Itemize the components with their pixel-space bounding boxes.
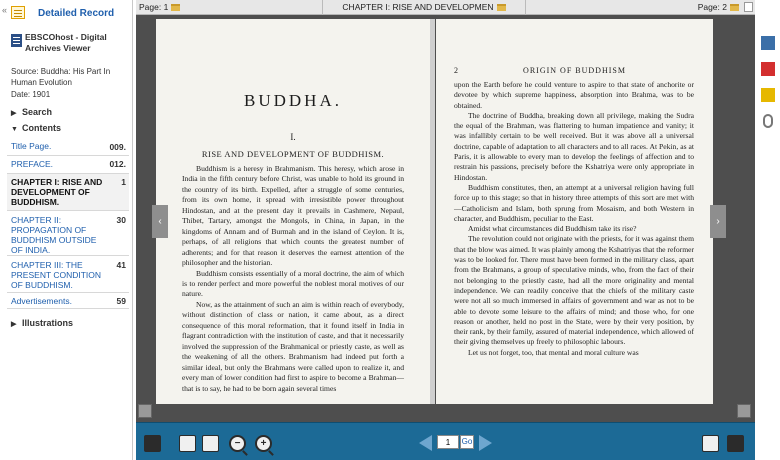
paragraph: Now, as the attainment of such an aim is within reach of everybody, without distinction of class or nation, it came about, as a direct consequence of this moral reformation, that it found itself in India in flagrant contradiction with the institution of caste, and that it necessarily involved the suppression of the Brahmanical or priestly caste, as well as the weakening of all the others. Brahmanism had indeed put forth a similar ideal, but only the Brahmans were called upon to realize it, and every man of lower condition had first to aspire to become a Brahman—that is to say, he had to be born again several times bbox=[182, 299, 404, 393]
text-view-icon[interactable] bbox=[727, 435, 744, 452]
toc-item-label: CHAPTER II: PROPAGATION OF BUDDHISM OUTSIDE OF INDIA. bbox=[11, 215, 97, 255]
toc-item-page: 30 bbox=[116, 215, 126, 225]
caret-right-icon: ▶ bbox=[11, 110, 17, 117]
tools-rail bbox=[755, 0, 780, 460]
toc-item-label: Title Page. bbox=[11, 141, 52, 151]
toc-item-page: 1 bbox=[121, 177, 126, 187]
chapter-indicator bbox=[322, 0, 526, 15]
paragraph: Buddhism consists essentially of a moral doctrine, the aim of which is to render perfect and more powerful the noblest moral motives of our nature. bbox=[182, 268, 404, 299]
right-page-label: Page: 2 bbox=[697, 2, 727, 12]
date-text: Date: 1901 bbox=[11, 90, 51, 99]
toc-item-page: 41 bbox=[116, 260, 126, 270]
caret-down-icon: ▼ bbox=[11, 126, 18, 133]
toc-item-label: PREFACE. bbox=[11, 159, 54, 169]
paragraph: Amidst what circumstances did Buddhism take its rise? bbox=[468, 224, 637, 234]
contents-section-label: Contents bbox=[22, 123, 61, 133]
left-page-indicator bbox=[139, 2, 180, 12]
left-page-body bbox=[182, 164, 404, 394]
toc-item-label: CHAPTER III: THE PRESENT CONDITION OF BUDDHISM. bbox=[11, 260, 102, 290]
toc-item-label: Advertisements. bbox=[11, 296, 72, 306]
toc-item-page: 59 bbox=[116, 296, 126, 306]
detailed-record-link[interactable]: Detailed Record bbox=[38, 8, 115, 19]
zoom-out-icon[interactable] bbox=[229, 435, 246, 452]
sidebar bbox=[0, 0, 133, 460]
right-page bbox=[436, 19, 713, 404]
left-page-label: Page: 1 bbox=[139, 2, 169, 12]
chapter-heading: RISE AND DEVELOPMENT OF BUDDHISM. bbox=[201, 149, 385, 159]
undo-icon[interactable] bbox=[702, 435, 719, 452]
go-button[interactable]: Go bbox=[460, 435, 474, 449]
left-page bbox=[156, 19, 430, 404]
detailed-record-icon bbox=[11, 6, 25, 19]
illustrations-section-toggle[interactable] bbox=[11, 318, 73, 328]
toolbar-prev-page-button[interactable] bbox=[419, 435, 432, 451]
paragraph: Let us not forget, too, that mental and moral culture was bbox=[468, 347, 639, 357]
document-icon bbox=[11, 34, 22, 47]
source-text: Source: Buddha: His Part In Human Evolution bbox=[11, 67, 111, 87]
share-icon[interactable] bbox=[761, 36, 775, 50]
folder-icon bbox=[497, 4, 506, 11]
chapter-label: CHAPTER I: RISE AND DEVELOPMEN bbox=[342, 2, 494, 12]
thumbnails-grid-icon[interactable] bbox=[138, 404, 152, 418]
zoom-in-icon[interactable] bbox=[255, 435, 272, 452]
paragraph: The doctrine of Buddha, breaking down all privilege, making the Sudra the equal of the Brahman, was flattering to human impatience and vanity; it was infallibly certain to be well received. But it was above all a universal doctrine, capable of adaptation to all characters and to all races. At Pekin, as at Paris, it is allowable to every man to develop the feelings of affection and to restrain his passions, precisely before the Kshatriya were only appropriate in Hindostan. bbox=[454, 110, 694, 182]
page-header-bar bbox=[136, 0, 755, 15]
chapter-number: I. bbox=[290, 132, 296, 142]
toc-item-label: CHAPTER I: RISE AND DEVELOPMENT OF BUDDHISM. bbox=[11, 177, 103, 207]
previous-page-button[interactable]: ‹ bbox=[152, 205, 168, 238]
pdf-icon[interactable] bbox=[761, 62, 775, 76]
save-icon[interactable] bbox=[761, 88, 775, 102]
toc-item-chapter-2[interactable] bbox=[7, 211, 129, 256]
zoom-in-glyph: + bbox=[260, 438, 267, 449]
paragraph: Buddhism constitutes, then, an attempt at a universal religion having full force up to this stage; so that in history three attempts of this sort are met with—Catholicism and Islam, both sprung from Mosaism, and both Western in character, and Buddhism, peculiar to the East. bbox=[454, 182, 694, 223]
toc-item-preface[interactable] bbox=[7, 156, 129, 174]
paragraph: The revolution could not originate with the priests, for it was against them that the blow was aimed. It was plainly among the Kshatriyas that the reformer was to be looked for. There must have been formed in the military class, apart from the Brahmans, a group of speculative minds, who, from the fact of their not belonging to the priestly caste, had all the more originality and mental independence. We can readily conceive that the chiefs of the military caste were not all so much immersed in affairs of government and war as not to be able to devote some leisure to the affairs of mind; and those who, for one reason or another, held no post in the State, were by their very position, by their rank, by their family, assured of material independence, which allowed of their giving themselves up freely to philosophic labours. bbox=[454, 234, 694, 347]
toc-item-page: 009. bbox=[109, 142, 126, 152]
viewer-toolbar bbox=[136, 422, 755, 460]
right-page-indicator bbox=[698, 2, 739, 12]
right-page-body bbox=[454, 80, 694, 358]
folder-icon bbox=[171, 4, 180, 11]
caret-right-icon: ▶ bbox=[11, 321, 17, 328]
link-icon[interactable] bbox=[763, 114, 773, 128]
page-curl-icon[interactable] bbox=[737, 404, 751, 418]
page-number: 2 bbox=[454, 66, 458, 75]
viewer-label: EBSCOhost - Digital Archives Viewer bbox=[25, 32, 107, 53]
toc-item-chapter-1[interactable] bbox=[7, 174, 129, 211]
book-title: BUDDHA. bbox=[244, 91, 342, 110]
zoom-out-glyph: − bbox=[234, 438, 241, 449]
document-viewer bbox=[136, 0, 755, 460]
book-gutter bbox=[430, 19, 435, 404]
paragraph: Buddhism is a heresy in Brahmanism. This heresy, which arose in India in the fifth century before Christ, was unable to hold its ground in the country of its birth. Expelled, after a struggle of some centuries, from its own home, it spread with irresistible power throughout Hindostan, and at the present day it prevails in Cashmere, Nepaul, Thibet, Tartary, amongst the Mongols, in China, in Japan, in the kingdoms of Annam and of Burmah and in the island of Ceylon. It is, perhaps, of all religions that which counts the greatest number of adherents; and for that reason it deserves the earnest attention of the philosopher and the historian. bbox=[182, 164, 404, 268]
folder-icon bbox=[730, 4, 739, 11]
table-of-contents bbox=[7, 141, 129, 309]
page-number-input[interactable] bbox=[437, 435, 459, 449]
fullscreen-icon[interactable] bbox=[144, 435, 161, 452]
contents-section-toggle[interactable] bbox=[11, 123, 61, 133]
toc-item-page: 012. bbox=[109, 159, 126, 169]
running-head: ORIGIN OF BUDDHISM bbox=[523, 66, 626, 75]
toc-item-chapter-3[interactable] bbox=[7, 256, 129, 293]
toc-item-advertisements[interactable] bbox=[7, 293, 129, 309]
page-corner-icon[interactable] bbox=[744, 2, 753, 12]
toolbar-next-page-button[interactable] bbox=[479, 435, 492, 451]
illustrations-section-label: Illustrations bbox=[22, 318, 74, 328]
search-section-label: Search bbox=[22, 107, 53, 117]
paragraph: upon the Earth before he could venture to aspire to that state of anchorite or devotee by which supreme happiness, absorption into Brahma, was to be obtained. bbox=[454, 80, 694, 110]
search-section-toggle[interactable] bbox=[11, 107, 52, 117]
next-page-button[interactable]: › bbox=[710, 205, 726, 238]
single-page-icon[interactable] bbox=[179, 435, 196, 452]
two-page-icon[interactable] bbox=[202, 435, 219, 452]
toc-item-title-page[interactable] bbox=[7, 141, 129, 156]
collapse-sidebar-icon[interactable]: « bbox=[2, 5, 8, 15]
